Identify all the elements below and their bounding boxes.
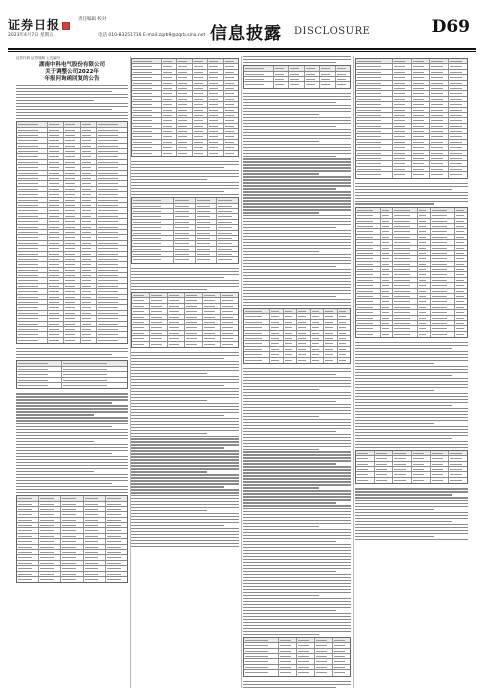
body-text — [355, 342, 468, 448]
logo-text: 证券日报 — [8, 18, 61, 32]
masthead — [8, 16, 476, 47]
body-text — [16, 348, 128, 358]
notice-title-block — [16, 62, 128, 83]
page-number: D69 — [431, 17, 470, 37]
edition-line: 责任编辑 校对 — [78, 17, 107, 22]
masthead-rule — [8, 48, 476, 50]
body-text — [355, 183, 468, 205]
seal-icon — [62, 22, 70, 30]
body-text — [16, 393, 128, 493]
body-text — [16, 85, 128, 119]
column-1 — [16, 56, 128, 688]
body-text — [243, 93, 351, 306]
data-table — [243, 308, 351, 364]
body-text — [355, 488, 468, 540]
data-table — [243, 637, 351, 677]
newspaper-logo — [8, 16, 70, 33]
data-table — [355, 58, 468, 179]
column-divider — [353, 56, 354, 688]
data-table — [355, 207, 468, 338]
body-text — [131, 161, 239, 195]
notice-title: 关于调整公司2022年 — [45, 69, 99, 75]
masthead-rule-thin — [8, 51, 476, 52]
data-table — [16, 121, 128, 344]
data-table — [131, 197, 239, 264]
data-table — [131, 58, 239, 157]
body-text — [243, 368, 351, 635]
data-table — [243, 65, 351, 89]
section-title: 信息披露 — [210, 24, 282, 44]
body-text — [131, 268, 239, 290]
section-title-english: DISCLOSURE — [294, 26, 371, 37]
body-text — [243, 56, 351, 63]
issue-date: 2023年4月7日 星期五 — [8, 33, 54, 38]
column-4 — [355, 56, 468, 688]
data-table — [16, 360, 128, 389]
data-table — [131, 292, 239, 348]
stock-code-line: 证券代码 证券简称 公告编号 — [16, 56, 61, 60]
contact-line: 电话 010-83251716 E-mail:zqrb9@zqrb.sina.net — [98, 33, 206, 38]
column-2 — [131, 56, 239, 688]
data-table — [16, 495, 128, 583]
company-name: 湖南中科电气股份有限公司 — [38, 62, 105, 68]
body-text — [243, 681, 351, 688]
column-3 — [243, 56, 351, 688]
data-table — [355, 450, 468, 484]
notice-title-2: 年报问询函回复的公告 — [44, 76, 100, 82]
column-divider — [241, 56, 242, 688]
body-text — [131, 352, 239, 547]
